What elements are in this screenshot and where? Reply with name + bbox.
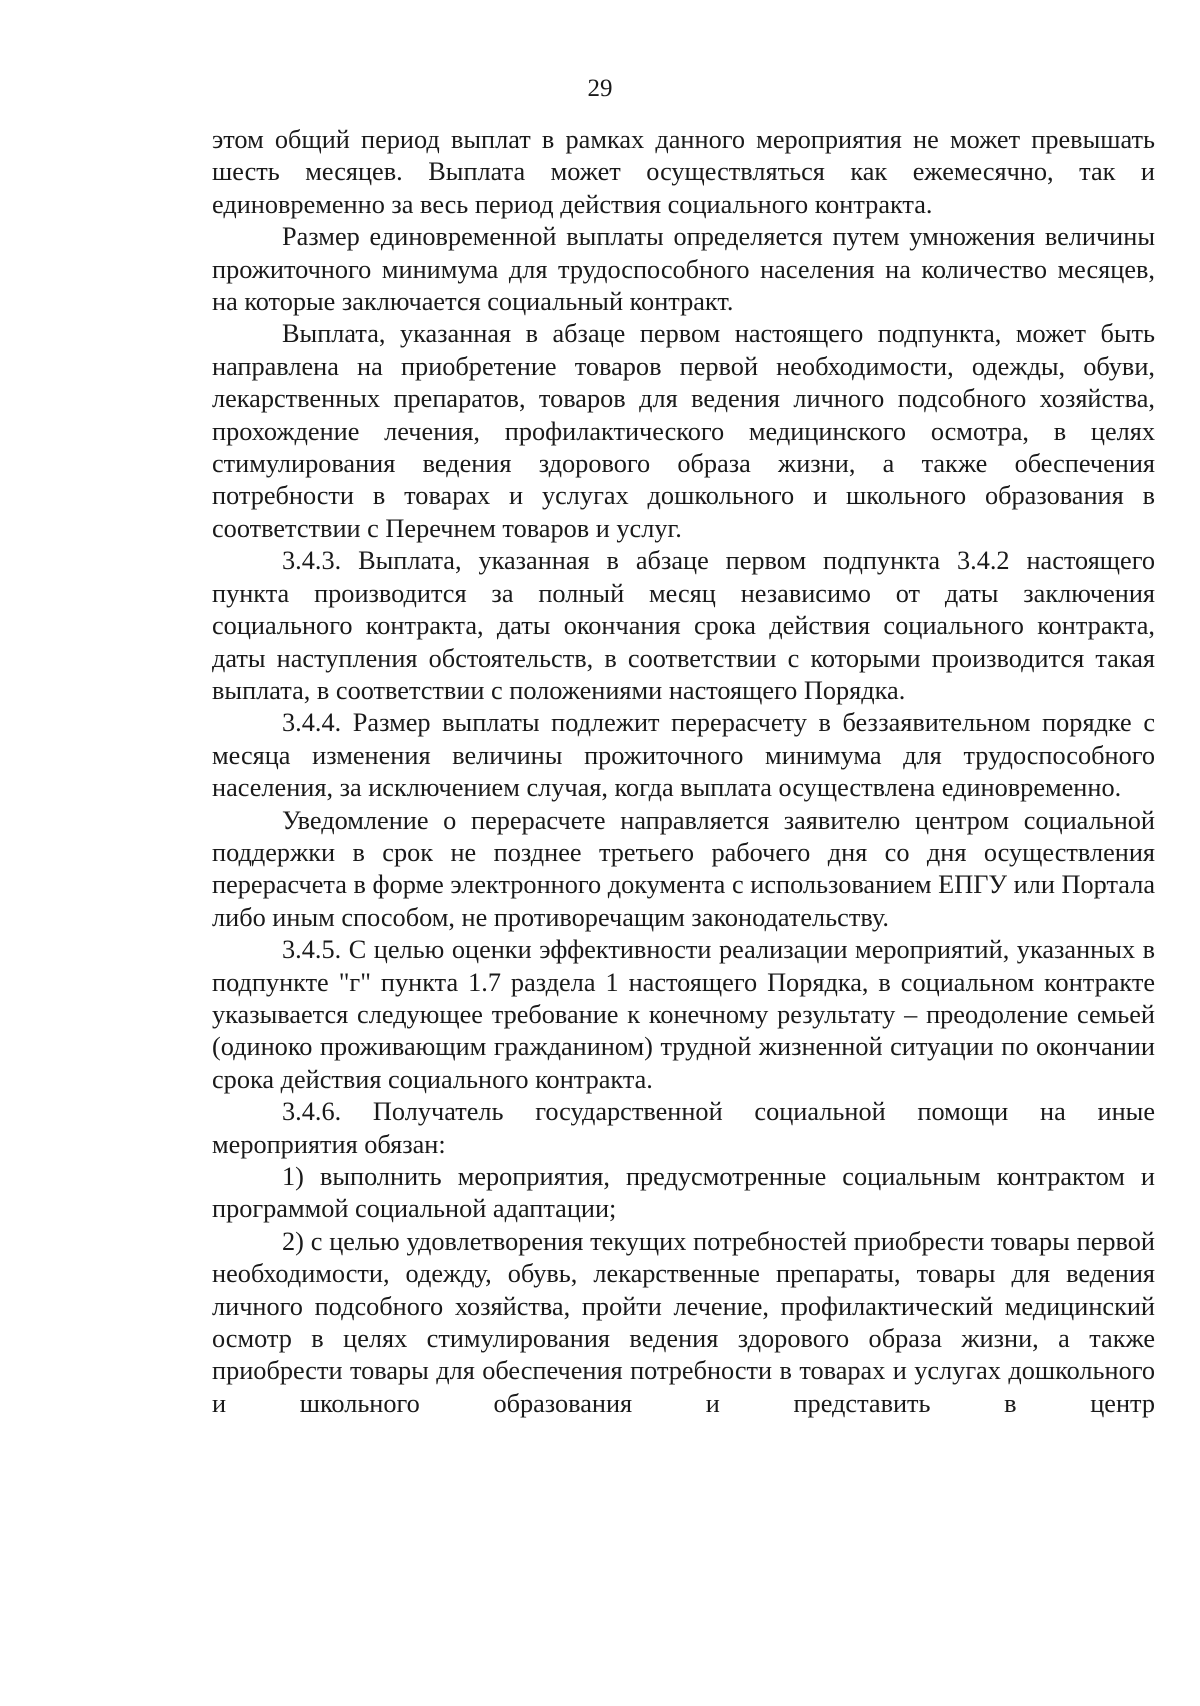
document-body	[212, 124, 1155, 1420]
list-item-2: 2) с целью удовлетворения текущих потребностей приобрести товары первой необходимости, одежду, обувь, лекарственные препараты, товары для ведения личного подсобного хозяйства, пройти лечение, профилактический медицинский осмотр в целях стимулирования ведения здорового образа жизни, а также приобрести товары для обеспечения потребности в товарах и услугах дошкольного и школьного образования и представить в центр	[212, 1226, 1155, 1418]
clause-3-4-4: 3.4.4. Размер выплаты подлежит перерасчету в беззаявительном порядке с месяца изменения величины прожиточного минимума для трудоспособного населения, за исключением случая, когда выплата осуществлена единовременно.	[212, 708, 1155, 803]
clause-3-4-6: 3.4.6. Получатель государственной социальной помощи на иные мероприятия обязан:	[212, 1097, 1155, 1159]
list-item-1: 1) выполнить мероприятия, предусмотренные социальным контрактом и программой социальной адаптации;	[212, 1162, 1155, 1224]
paragraph-payment-purpose: Выплата, указанная в абзаце первом настоящего подпункта, может быть направлена на приобретение товаров первой необходимости, одежды, обуви, лекарственных препаратов, товаров для ведения личного подсобного хозяйства, прохождение лечения, профилактического медицинского осмотра, в целях стимулирования ведения здорового образа жизни, а также обеспечения потребности в товарах и услугах дошкольного и школьного образования в соответствии с Перечнем товаров и услуг.	[212, 319, 1155, 543]
clause-3-4-5: 3.4.5. С целью оценки эффективности реализации мероприятий, указанных в подпункте "г" пункта 1.7 раздела 1 настоящего Порядка, в социальном контракте указывается следующее требование к конечному результату – преодоление семьей (одиноко проживающим гражданином) трудной жизненной ситуации по окончании срока действия социального контракта.	[212, 935, 1155, 1094]
paragraph-recalculation-notice: Уведомление о перерасчете направляется заявителю центром социальной поддержки в срок не позднее третьего рабочего дня со дня осуществления перерасчета в форме электронного документа с использованием ЕПГУ или Портала либо иным способом, не противоречащим законодательству.	[212, 805, 1155, 932]
page-number: 29	[587, 75, 613, 102]
paragraph-lump-sum-size: Размер единовременной выплаты определяется путем умножения величины прожиточного минимума для трудоспособного населения на количество месяцев, на которые заключается социальный контракт.	[212, 222, 1155, 317]
paragraph-continuation: этом общий период выплат в рамках данного мероприятия не может превышать шесть месяцев. Выплата может осуществляться как ежемесячно, так и единовременно за весь период действия социального контракта.	[212, 125, 1155, 219]
clause-3-4-3: 3.4.3. Выплата, указанная в абзаце первом подпункта 3.4.2 настоящего пункта производится за полный месяц независимо от даты заключения социального контракта, даты окончания срока действия социального контракта, даты наступления обстоятельств, в соответствии с которыми производится такая выплата, в соответствии с положениями настоящего Порядка.	[212, 546, 1155, 705]
